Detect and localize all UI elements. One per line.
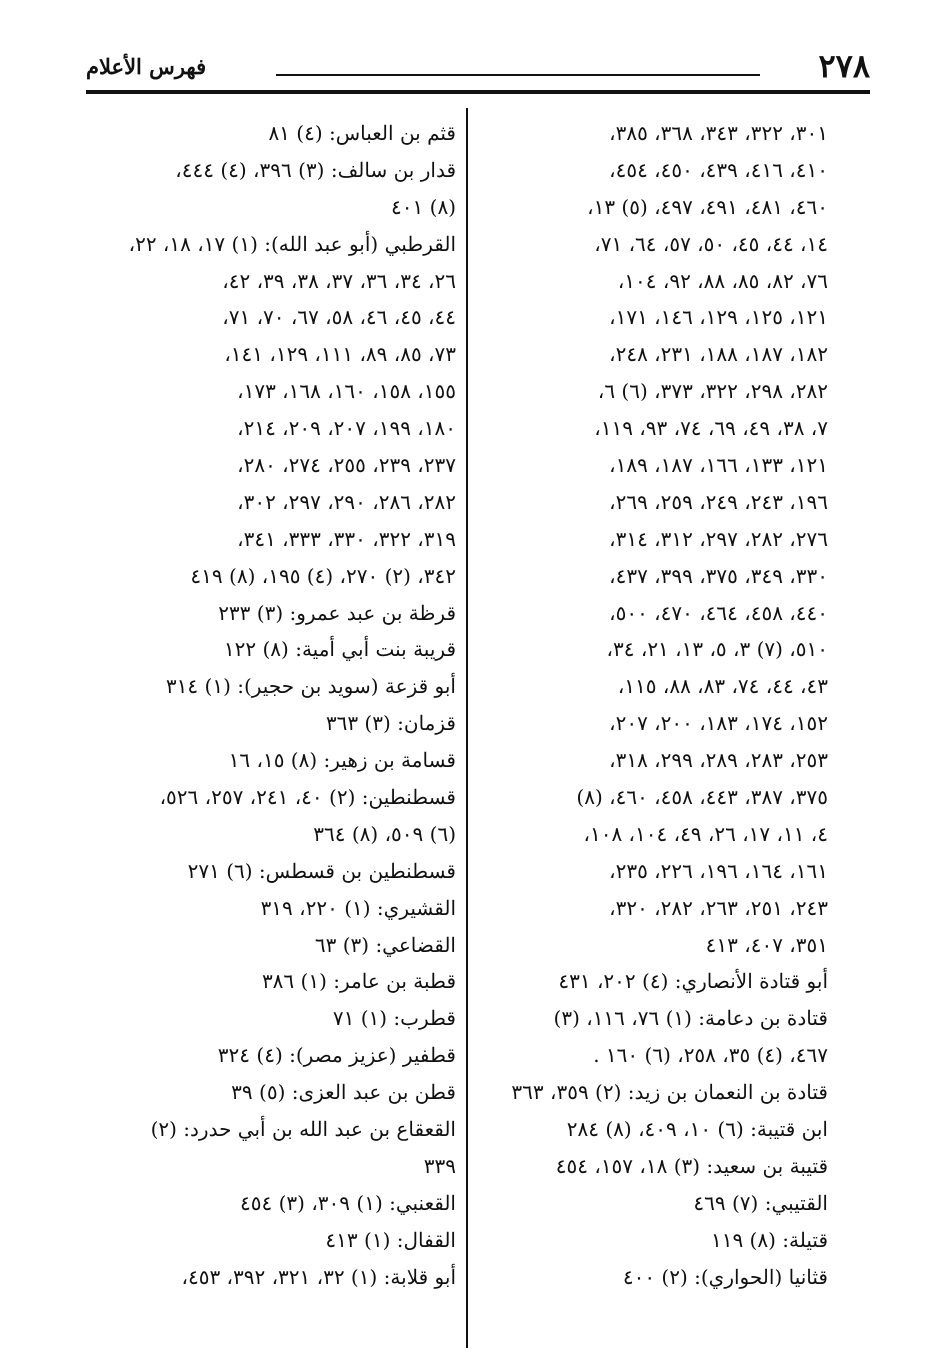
index-entry-line: ٤٦٧، (٤) ٣٥، ٢٥٨، (٦) ١٦٠ . — [593, 1043, 828, 1068]
header-dash-line — [276, 74, 760, 76]
index-entry-line: قطفير (عزيز مصر): (٤) ٣٢٤ — [217, 1043, 456, 1068]
index-entry-line: ١٢١، ١٢٥، ١٢٩، ١٤٦، ١٧١، — [609, 305, 828, 330]
index-entry-line: القشيري: (١) ٢٢٠، ٣١٩ — [260, 895, 456, 920]
index-entry-line: ٢٤٣، ٢٥١، ٢٦٣، ٢٨٢، ٣٢٠، — [609, 895, 828, 920]
index-entry-line: ٥١٠، (٧) ٣، ٥، ١٣، ٢١، ٣٤، — [606, 637, 828, 662]
index-entry-line: قزمان: (٣) ٣٦٣ — [325, 711, 456, 736]
index-entry-line: ٢٦، ٣٤، ٣٦، ٣٧، ٣٨، ٣٩، ٤٢، — [222, 268, 456, 293]
index-entry-line: قطرب: (١) ٧١ — [332, 1006, 456, 1031]
index-entry-line: (٨) ٤٠١ — [391, 194, 456, 219]
index-entry-line: القضاعي: (٣) ٦٣ — [314, 932, 456, 957]
index-entry-line: قريبة بنت أبي أمية: (٨) ١٢٢ — [223, 637, 456, 662]
index-entry-line: قتيبة بن سعيد: (٣) ١٨، ١٥٧، ٤٥٤ — [555, 1153, 828, 1178]
index-entry-line: (٦) ٥٠٩، (٨) ٣٦٤ — [313, 821, 456, 846]
page-number: ٢٧٨ — [818, 47, 870, 85]
index-entry-line: أبو قزعة (سويد بن حجير): (١) ٣١٤ — [165, 674, 456, 699]
index-entry-line: ٣٣٩ — [423, 1153, 456, 1178]
index-entry-line: ٤٦٠، ٤٨١، ٤٩١، ٤٩٧، (٥) ١٣، — [587, 194, 828, 219]
index-entry-line: ١٢١، ١٣٣، ١٦٦، ١٨٧، ١٨٩، — [609, 453, 828, 478]
index-entry-line: قطبة بن عامر: (١) ٣٨٦ — [261, 969, 456, 994]
index-entry-line: ٣٤٢، (٢) ٢٧٠، (٤) ١٩٥، (٨) ٤١٩ — [190, 563, 456, 588]
index-entry-line: ٤٣، ٤٤، ٧٤، ٨٣، ٨٨، ١١٥، — [617, 674, 828, 699]
index-entry-line: القعنبي: (١) ٣٠٩، (٣) ٤٥٤ — [240, 1190, 456, 1215]
index-column-right — [488, 115, 828, 1296]
index-entry-line: قرظة بن عبد عمرو: (٣) ٢٣٣ — [218, 600, 456, 625]
index-entry-line: قطن بن عبد العزى: (٥) ٣٩ — [231, 1080, 456, 1105]
column-separator — [466, 108, 468, 1348]
index-entry-line: ٢٥٣، ٢٨٣، ٢٨٩، ٢٩٩، ٣١٨، — [609, 748, 828, 773]
index-entry-line: ١٨٢، ١٨٧، ١٨٨، ٢٣١، ٢٤٨، — [609, 342, 828, 367]
index-entry-line: ١٥٥، ١٥٨، ١٦٠، ١٦٨، ١٧٣، — [237, 379, 456, 404]
index-entry-line: ٤١٠، ٤١٦، ٤٣٩، ٤٥٠، ٤٥٤، — [609, 157, 828, 182]
index-entry-line: القفال: (١) ٤١٣ — [325, 1227, 456, 1252]
index-entry-line: ٧٣، ٨٥، ٨٩، ١١١، ١٢٩، ١٤١، — [224, 342, 456, 367]
index-entry-line: ٣١٩، ٣٢٢، ٣٣٠، ٣٣٣، ٣٤١، — [237, 526, 456, 551]
index-entry-line: قسطنطين بن قسطس: (٦) ٢٧١ — [187, 858, 456, 883]
index-entry-line: ٤، ١١، ١٧، ٢٦، ٤٩، ١٠٤، ١٠٨، — [583, 821, 828, 846]
index-entry-line: ٢٨٢، ٢٩٨، ٣٢٢، ٣٧٣، (٦) ٦، — [597, 379, 828, 404]
index-entry-line: ٣٥١، ٤٠٧، ٤١٣ — [705, 932, 828, 957]
index-entry-line: قدار بن سالف: (٣) ٣٩٦، (٤) ٤٤٤، — [175, 157, 456, 182]
index-entry-line: ٧، ٣٨، ٤٩، ٦٩، ٧٤، ٩٣، ١١٩، — [594, 416, 828, 441]
index-entry-line: قثانيا (الحواري): (٢) ٤٠٠ — [622, 1264, 828, 1289]
index-entry-line: ٣٣٠، ٣٤٩، ٣٧٥، ٣٩٩، ٤٣٧، — [609, 563, 828, 588]
index-entry-line: ٢٨٢، ٢٨٦، ٢٩٠، ٢٩٧، ٣٠٢، — [237, 489, 456, 514]
header-rule — [86, 90, 870, 94]
index-entry-line: ١٦١، ١٦٤، ١٩٦، ٢٢٦، ٢٣٥، — [609, 858, 828, 883]
index-entry-line: قثم بن العباس: (٤) ٨١ — [268, 121, 456, 145]
index-entry-line: ٤٤، ٤٥، ٤٦، ٥٨، ٦٧، ٧٠، ٧١، — [222, 305, 456, 330]
index-entry-line: ١٤، ٤٤، ٤٥، ٥٠، ٥٧، ٦٤، ٧١، — [594, 231, 828, 256]
index-entry-line: ٣٧٥، ٣٨٧، ٤٤٣، ٤٥٨، ٤٦٠، (٨) — [576, 785, 828, 810]
index-entry-line: قسطنطين: (٢) ٤٠، ٢٤١، ٢٥٧، ٥٢٦، — [159, 785, 456, 810]
index-entry-line: ٧٦، ٨٢، ٨٥، ٨٨، ٩٢، ١٠٤، — [617, 268, 828, 293]
index-entry-line: ٤٤٠، ٤٥٨، ٤٦٤، ٤٧٠، ٥٠٠، — [609, 600, 828, 625]
index-entry-line: ٢٣٧، ٢٣٩، ٢٥٥، ٢٧٤، ٢٨٠، — [237, 453, 456, 478]
index-entry-line: أبو قلابة: (١) ٣٢، ٣٢١، ٣٩٢، ٤٥٣، — [181, 1264, 456, 1289]
index-entry-line: القعقاع بن عبد الله بن أبي حدرد: (٢) — [150, 1117, 456, 1142]
index-entry-line: ١٥٢، ١٧٤، ١٨٣، ٢٠٠، ٢٠٧، — [609, 711, 828, 736]
index-entry-line: القرطبي (أبو عبد الله): (١) ١٧، ١٨، ٢٢، — [128, 231, 456, 256]
index-entry-line: ١٩٦، ٢٤٣، ٢٤٩، ٢٥٩، ٢٦٩، — [609, 489, 828, 514]
index-entry-line: ٣٠١، ٣٢٢، ٣٤٣، ٣٦٨، ٣٨٥، — [609, 121, 828, 145]
index-entry-line: ٢٧٦، ٢٨٢، ٢٩٧، ٣١٢، ٣١٤، — [609, 526, 828, 551]
running-header — [86, 46, 870, 90]
index-entry-line: أبو قتادة الأنصاري: (٤) ٢٠٢، ٤٣١ — [558, 969, 828, 994]
index-column-left — [86, 115, 456, 1296]
running-title: فهرس الأعلام — [86, 54, 207, 79]
index-entry-line: قتادة بن دعامة: (١) ٧٦، ١١٦، (٣) — [553, 1006, 828, 1031]
index-entry-line: ١٨٠، ١٩٩، ٢٠٧، ٢٠٩، ٢١٤، — [237, 416, 456, 441]
index-entry-line: قتيلة: (٨) ١١٩ — [710, 1227, 828, 1252]
index-entry-line: ابن قتيبة: (٦) ١٠، ٤٠٩، (٨) ٢٨٤ — [566, 1117, 828, 1142]
index-entry-line: قسامة بن زهير: (٨) ١٥، ١٦ — [228, 748, 456, 773]
index-entry-line: قتادة بن النعمان بن زيد: (٢) ٣٥٩، ٣٦٣ — [511, 1080, 828, 1105]
index-entry-line: القتيبي: (٧) ٤٦٩ — [693, 1190, 828, 1215]
